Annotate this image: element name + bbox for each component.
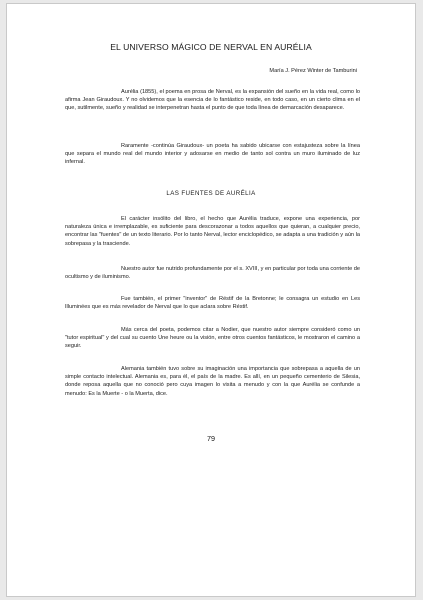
page-number: 79 — [207, 434, 215, 443]
paragraph: Alemania también tuvo sobre su imaginación una importancia que sobrepasa a aquella de un simple contacto intelectual. Alemania es, para él, el país de la madre. Es allí, en un pequeño cementerio de Silesia, donde reposa aquella que no conoció pero cuya imagen lo visita a menudo y con la que Aurélia se confunde a menudo: Es la Muerte - o la Muerta, dice. — [65, 366, 360, 397]
paragraph: Fue también, el primer "inventor" de Réstif de la Bretonne; le consagra un estudio en Les Illuminées que es más revelador de Nerval que lo que aclara sobre Réstif. — [65, 296, 360, 311]
document-page — [6, 3, 416, 597]
paragraph: El carácter insólito del libro, el hecho que Aurélia traduce, expone una experiencia, por naturaleza única e irremplazable, es suficiente para descorazonar a todos aquellos que quieran, a cualquier precio, encontrar las "fuentes" de un texto literario. Por lo tanto Nerval, lector enciclopédico, se adapta a una tradición y aún la sobrepasa y la trasciende. — [65, 216, 360, 247]
author-name: María J. Pérez Winter de Tamburini — [269, 68, 357, 74]
paragraph: Raramente -continúa Giraudoux- un poeta ha sabido ubicarse con estajusteza sobre la línea que separa el mundo real del mundo interior y adosarse en medio de tanto sol contra un muro iluminado de luz infernal. — [65, 143, 360, 166]
section-heading: LAS FUENTES DE AURÉLIA — [166, 190, 256, 197]
paragraph: Más cerca del poeta, podemos citar a Nodier, que nuestro autor siempre consideró como un "tutor espiritual" y del cual su cuento Une heure ou la visión, entre otros cuentos fantásticos, le mostraron el camino a seguir. — [65, 327, 360, 350]
paragraph: Aurélia (1855), el poema en prosa de Nerval, es la expansión del sueño en la vida real, como lo afirma Jean Giraudoux. Y no olvidemos que la esencia de lo fantástico reside, en todo caso, en un cierto clima en el que, sutilmente, sueño y realidad se interpenetran hasta el punto de que toda línea de demarcación desaparece. — [65, 89, 360, 112]
document-title: EL UNIVERSO MÁGICO DE NERVAL EN AURÉLIA — [110, 42, 312, 52]
paragraph: Nuestro autor fue nutrido profundamente por el s. XVIII, y en particular por toda una corriente de ocultismo y de iluminismo. — [65, 266, 360, 281]
